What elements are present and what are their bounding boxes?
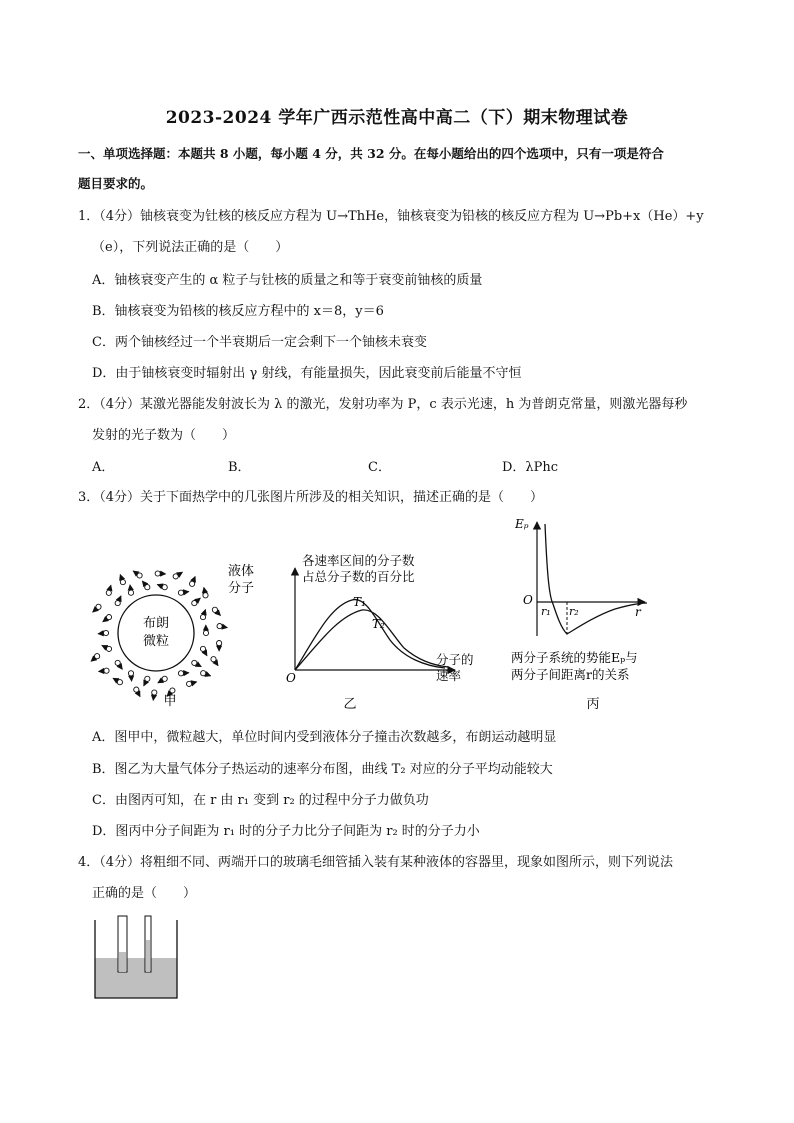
yi-origin: O: [286, 671, 296, 685]
molecule: [200, 615, 205, 620]
bing-desc-2: 两分子间距离r的关系: [511, 667, 630, 682]
brownian-particle: [118, 595, 194, 671]
molecule: [115, 660, 120, 665]
molecule: [192, 601, 197, 606]
molecule: [128, 671, 133, 676]
yi-xlabel-2: 速率: [436, 668, 462, 683]
molecule: [200, 646, 205, 651]
figure-bing-caption: 丙: [586, 697, 600, 712]
molecule-arrow: [204, 610, 206, 615]
q3-option-b[interactable]: B．图乙为大量气体分子热运动的速率分布图，曲线 T₂ 对应的分子平均动能较大: [92, 762, 553, 777]
molecule: [187, 681, 192, 686]
molecule: [120, 580, 125, 585]
molecule: [173, 574, 178, 579]
figure-jia-caption: 甲: [163, 694, 177, 709]
molecule-arrow: [103, 619, 107, 622]
molecule-arrow: [93, 609, 97, 613]
label-t2: T₂: [372, 617, 385, 631]
molecule-arrow: [153, 695, 154, 700]
molecule: [106, 646, 111, 651]
molecule-arrow: [133, 571, 137, 574]
molecule-arrow: [178, 572, 183, 575]
molecule-arrow: [184, 592, 189, 593]
molecule-arrow: [110, 585, 111, 590]
yi-xlabel-1: 分子的: [436, 652, 474, 667]
q1-stem-line-2: （e），下列说法正确的是（ ）: [92, 240, 289, 255]
section-line-1: 一、单项选择题：本题共 8 小题，每小题 4 分，共 32 分。在每小题给出的四个选项中，只有一项是符合: [78, 146, 664, 161]
bing-origin: O: [523, 593, 533, 607]
q3-option-a[interactable]: A．图甲中，微粒越大，单位时间内受到液体分子撞击次数越多，布朗运动越明显: [92, 730, 557, 745]
molecule-arrow: [102, 645, 107, 647]
q2-option-b[interactable]: B．: [228, 460, 251, 475]
molecule: [137, 573, 142, 578]
molecule: [134, 687, 139, 692]
molecule-arrow: [215, 661, 218, 665]
molecule-arrow: [144, 681, 146, 686]
molecule: [155, 571, 160, 576]
q2-stem-line-1: 2．（4分）某激光器能发射波长为 λ 的激光，发射功率为 P，c 表示光速，h 为普朗克常量，则激光器每秒: [78, 397, 688, 412]
label-r1: r₁: [541, 605, 551, 618]
molecule: [103, 630, 108, 635]
q3-stem: 3．（4分）关于下面热学中的几张图片所涉及的相关知识，描述正确的是（ ）: [78, 490, 544, 505]
molecule-arrow: [120, 575, 122, 580]
figure-jia: [90, 555, 270, 715]
q1-option-b[interactable]: B．铀核衰变为铅核的核反应方程中的 x＝8，y＝6: [92, 304, 384, 319]
q1-option-d[interactable]: D．由于铀核衰变时辐射出 γ 射线，有能量损失，因此衰变前后能量不守恒: [92, 366, 522, 381]
molecule-arrow: [222, 627, 227, 628]
molecule: [152, 690, 157, 695]
q3-option-d[interactable]: D．图丙中分子间距为 r₁ 时的分子力比分子间距为 r₂ 时的分子力小: [92, 824, 480, 839]
molecule: [145, 585, 150, 590]
section-line-2: 题目要求的。: [78, 176, 154, 191]
particle-label-2: 微粒: [142, 634, 170, 649]
molecule: [201, 671, 206, 676]
molecule-arrow: [196, 598, 200, 601]
molecule: [145, 676, 150, 681]
molecule: [162, 676, 167, 681]
q2-option-a[interactable]: A．: [92, 460, 115, 475]
molecule: [211, 657, 216, 662]
molecule: [170, 688, 175, 693]
molecule: [217, 624, 222, 629]
q3-option-c[interactable]: C．由图丙可知，在 r 由 r₁ 变到 r₂ 的过程中分子力做负功: [92, 793, 429, 808]
molecule-arrow: [98, 633, 103, 634]
molecule-arrow: [217, 612, 221, 616]
q2-stem-line-2: 发射的光子数为（ ）: [92, 428, 236, 443]
molecule-arrow: [197, 664, 202, 667]
q1-option-a[interactable]: A．铀核衰变产生的 α 粒子与钍核的质量之和等于衰变前铀核的质量: [92, 273, 483, 288]
molecule-arrow: [193, 576, 195, 581]
molecule-arrow: [142, 581, 145, 585]
potential-energy-curve: [545, 524, 647, 634]
molecule-arrow: [91, 658, 95, 662]
yi-ylabel-1: 各速率区间的分子数: [302, 553, 415, 568]
molecule: [106, 590, 111, 595]
molecule: [217, 641, 222, 646]
molecule: [117, 680, 122, 685]
molecule-arrow: [113, 678, 118, 681]
molecule-arrow: [158, 680, 163, 683]
molecule: [190, 581, 195, 586]
figure-yi-caption: 乙: [343, 697, 357, 712]
molecule: [106, 615, 111, 620]
molecule-arrow: [119, 596, 121, 601]
liquid: [95, 958, 177, 998]
figure-yi: [280, 548, 495, 718]
bing-ylabel: Eₚ: [515, 517, 529, 531]
molecule-arrow: [206, 674, 211, 676]
q2-option-c[interactable]: C．: [368, 460, 391, 475]
molecule: [178, 590, 183, 595]
figure-capillary: [90, 912, 185, 1004]
molecule: [203, 593, 208, 598]
section-heading: [78, 139, 728, 199]
molecule-arrow: [138, 692, 141, 697]
label-r2: r₂: [569, 605, 579, 618]
molecule: [178, 671, 183, 676]
liquid-label-1: 液体: [228, 564, 255, 579]
molecule-arrow: [119, 665, 122, 669]
molecule: [162, 585, 167, 590]
molecule: [95, 654, 100, 659]
q1-option-c[interactable]: C．两个铀核经过一个半衰期后一定会剩下一个铀核未衰变: [92, 335, 427, 350]
molecule: [128, 590, 133, 595]
q4-stem-line-2: 正确的是（ ）: [92, 886, 197, 901]
molecule: [192, 660, 197, 665]
molecule-arrow: [204, 587, 205, 592]
q1-stem-line-1: 1．（4分）铀核衰变为钍核的核反应方程为 U→ThHe，铀核衰变为铅核的核反应方程为 U→Pb+x（He）+y: [78, 209, 704, 224]
page-title: 2023-2024 学年广西示范性高中高二（下）期末物理试卷: [165, 108, 629, 128]
molecule-arrow: [130, 585, 131, 590]
thick-tube-liquid: [119, 952, 126, 972]
molecule-arrow: [192, 682, 197, 683]
bing-xlabel: r: [635, 605, 641, 619]
molecule: [96, 604, 101, 609]
molecule: [115, 601, 120, 606]
molecule: [104, 668, 109, 673]
bing-desc-1: 两分子系统的势能Eₚ与: [511, 650, 638, 665]
molecule-arrow: [204, 651, 207, 656]
liquid-label-2: 分子: [228, 581, 255, 596]
label-t1: T₁: [353, 595, 366, 609]
particle-label-1: 布朗: [142, 616, 170, 631]
q2-option-d[interactable]: D．λPhc: [502, 460, 559, 475]
yi-ylabel-2: 占总分子数的百分比: [302, 569, 415, 584]
molecule-arrow: [157, 585, 162, 587]
q4-stem-line-1: 4．（4分）将粗细不同、两端开口的玻璃毛细管插入装有某种液体的容器里，现象如图所示，则下列说法: [78, 855, 674, 870]
molecule: [203, 630, 208, 635]
figure-bing: [505, 512, 680, 714]
thin-tube-liquid: [146, 940, 150, 972]
